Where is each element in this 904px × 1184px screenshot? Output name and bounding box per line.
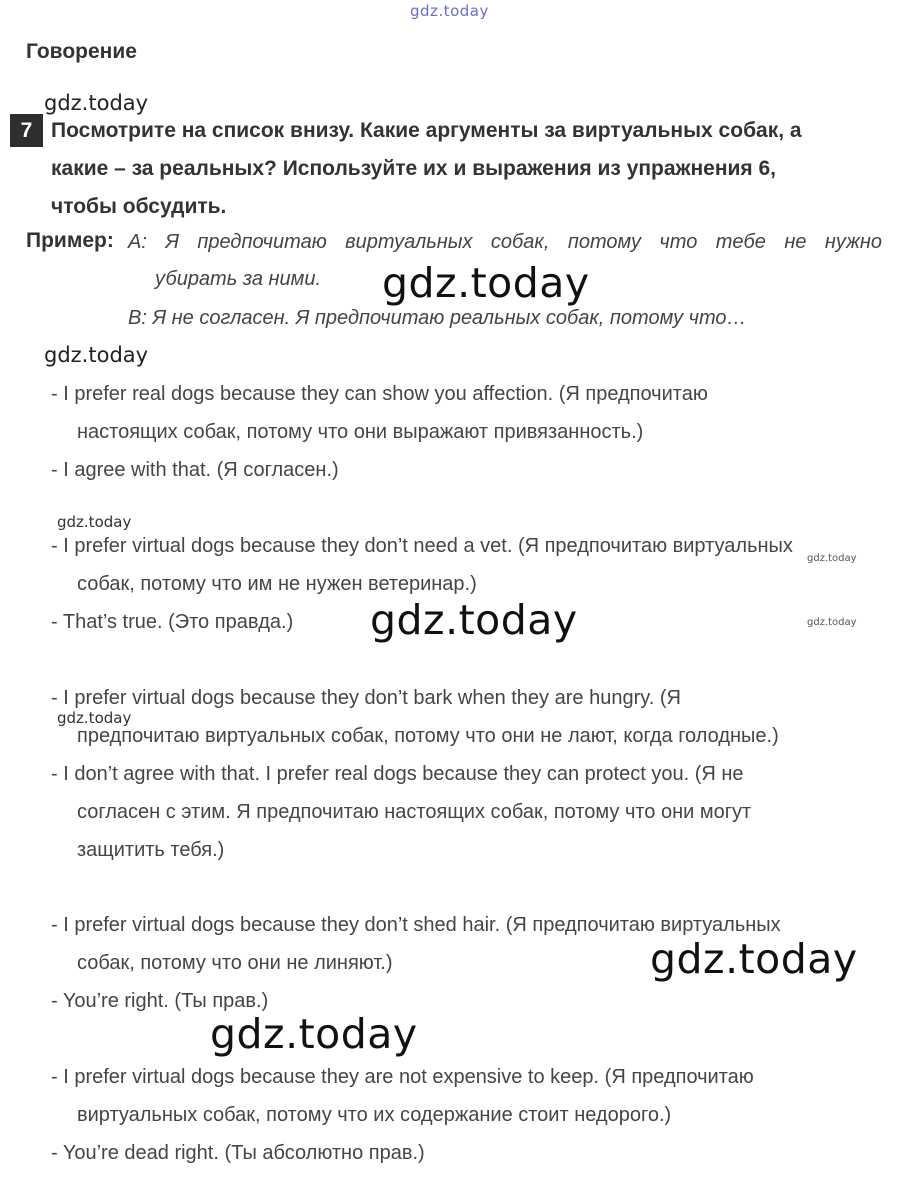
item-line: предпочитаю виртуальных собак, потому что они не лают, когда голодные.) [77,725,779,747]
watermark: gdz.today [57,709,132,727]
list-item [51,1058,882,1134]
list-item [51,755,882,869]
item-line: - I prefer virtual dogs because they don’t bark when they are hungry. (Я [51,687,681,709]
item-line: - I prefer virtual dogs because they don’t shed hair. (Я предпочитаю виртуальных [51,914,781,936]
task-text [51,112,883,226]
watermark: gdz.today [807,553,857,564]
watermark: gdz.today [210,1010,418,1058]
item-line: - That’s true. (Это правда.) [51,611,294,633]
item-line: собак, потому что они не линяют.) [77,952,393,974]
example-line-b: B: Я не согласен. Я предпочитаю реальных собак, потому что… [128,307,747,329]
item-line: защитить тебя.) [77,839,225,861]
task-line: Посмотрите на список внизу. Какие аргументы за виртуальных собак, а [51,119,802,142]
watermark: gdz.today [44,91,149,115]
example-line-a-cont: убирать за ними. [155,268,322,290]
task-line: какие – за реальных? Используйте их и выражения из упражнения 6, [51,157,777,180]
watermark: gdz.today [650,935,858,983]
item-line: - You’re dead right. (Ты абсолютно прав.) [51,1142,425,1164]
list-item [51,375,882,451]
example-line-a: A: Я предпочитаю виртуальных собак, потому что тебе не нужно [128,231,882,253]
list-item [51,527,882,603]
watermark: gdz.today [370,596,578,644]
item-line: - I prefer real dogs because they can show you affection. (Я предпочитаю [51,383,708,405]
list-item [51,1134,882,1172]
item-line: - I don’t agree with that. I prefer real dogs because they can protect you. (Я не [51,763,744,785]
item-line: - I prefer virtual dogs because they don’t need a vet. (Я предпочитаю виртуальных [51,535,793,557]
example-label: Пример: [26,229,114,252]
watermark: gdz.today [44,343,149,367]
watermark: gdz.today [807,617,857,628]
watermark-top: gdz.today [410,2,489,20]
item-line: - I agree with that. (Я согласен.) [51,459,339,481]
watermark: gdz.today [382,259,590,307]
exercise-number: 7 [10,114,43,147]
item-line: - I prefer virtual dogs because they are not expensive to keep. (Я предпочитаю [51,1066,754,1088]
list-item [51,451,882,489]
item-line: настоящих собак, потому что они выражают привязанность.) [77,421,644,443]
item-line: собак, потому что им не нужен ветеринар.) [77,573,477,595]
list-item [51,982,882,1020]
watermark: gdz.today [57,513,132,531]
section-title: Говорение [26,40,137,63]
item-line: виртуальных собак, потому что их содержание стоит недорого.) [77,1104,672,1126]
item-line: - You’re right. (Ты прав.) [51,990,269,1012]
item-line: согласен с этим. Я предпочитаю настоящих собак, потому что они могут [77,801,752,823]
list-item [51,679,882,755]
task-line: чтобы обсудить. [51,195,227,218]
